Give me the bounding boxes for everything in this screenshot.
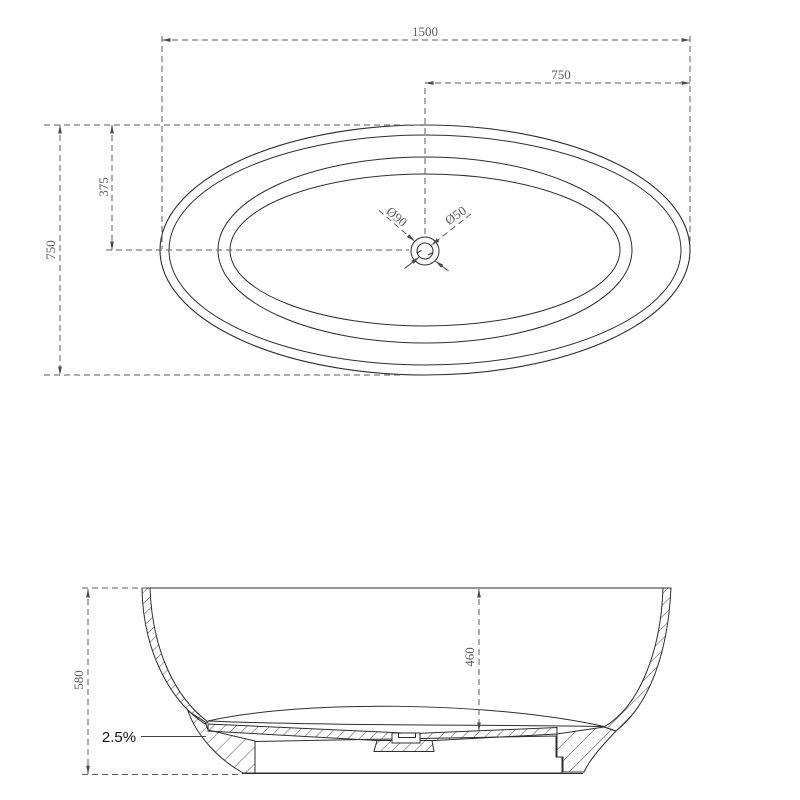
extension-lines-top-view (44, 36, 690, 375)
dim-length-total-label: 1500 (412, 24, 438, 39)
dim-depth-inner-label: 460 (462, 647, 477, 667)
bowl-floor-near-edge (208, 721, 604, 727)
dim-height-total-label: 580 (71, 670, 86, 690)
right-wall-mass (557, 727, 616, 772)
drain-outer-circle (411, 237, 439, 265)
slope-label: 2.5% (101, 729, 137, 746)
bowl-floor-far-edge (208, 706, 604, 726)
drain-flange (399, 733, 416, 738)
dim-width-half-label: 375 (96, 177, 111, 197)
drain-dia-inner-label: Ø50 (441, 202, 469, 228)
dim-length-total (162, 24, 690, 40)
dim-width-total (43, 125, 60, 375)
drain-detail-ticks (417, 251, 434, 256)
side-view (71, 588, 671, 775)
drain-dia-outer-label: Ø90 (383, 203, 411, 230)
slope-annotation (102, 729, 206, 746)
left-wall-mass (188, 711, 255, 773)
dim-width-half (96, 125, 112, 250)
dim-width-total-label: 750 (43, 240, 58, 260)
drain-dia-outer-leader-tail (435, 261, 448, 271)
right-wall-band (604, 588, 671, 731)
dim-length-half (425, 67, 690, 83)
dim-length-half-label: 750 (551, 67, 571, 82)
left-wall-band (142, 588, 208, 724)
top-view (43, 24, 690, 375)
